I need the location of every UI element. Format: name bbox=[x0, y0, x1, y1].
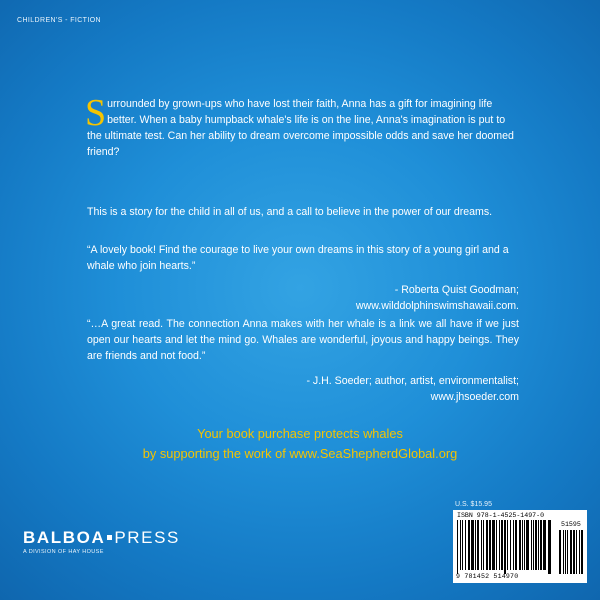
ean-number: 9 781452 514970 bbox=[456, 573, 519, 580]
publisher-name-light: PRESS bbox=[114, 528, 180, 547]
publisher-division: A DIVISION OF HAY HOUSE bbox=[23, 549, 104, 555]
publisher-name-bold: BALBOA bbox=[23, 528, 106, 547]
genre-label: CHILDREN'S - FICTION bbox=[17, 17, 102, 24]
isbn-number: ISBN 978-1-4525-1497-0 bbox=[457, 512, 545, 519]
blurb-paragraph-1-text: urrounded by grown-ups who have lost their faith, Anna has a gift for imagining life better. When a baby humpback whale's life is on the line, Anna's imagination is put to the ultimate test. Can her ability to dream overcome impossible odds and save her doomed friend? bbox=[87, 98, 514, 158]
promo-line-2: by supporting the work of www.SeaShepherdGlobal.org bbox=[142, 446, 458, 461]
promo-line-1: Your book purchase protects whales bbox=[197, 426, 403, 441]
review-quote-1: “A lovely book! Find the courage to live your own dreams in this story of a young girl and a whale who join hearts.” bbox=[87, 244, 509, 272]
publisher-name bbox=[23, 528, 180, 548]
review-attribution-2: - J.H. Soeder; author, artist, environmentalist; www.jhsoeder.com bbox=[306, 375, 519, 403]
blurb-paragraph-1 bbox=[85, 92, 519, 160]
review-attribution-1: - Roberta Quist Goodman; www.wilddolphinswimshawaii.com. bbox=[355, 284, 519, 312]
supplement-code: 51595 bbox=[561, 521, 581, 528]
drop-cap: S bbox=[85, 92, 107, 134]
price-label: U.S. $15.95 bbox=[455, 501, 492, 508]
logo-dot-icon bbox=[107, 535, 112, 540]
publisher-logo bbox=[23, 528, 180, 555]
isbn-barcode bbox=[453, 510, 587, 583]
review-quote-2: “…A great read. The connection Anna makes with her whale is a link we all have if we just open our hearts and let the mind go. Whales are wonderful, joyous and happy beings. They are friends and not food.” bbox=[87, 318, 519, 362]
barcode-bars-icon bbox=[455, 520, 585, 574]
blurb-paragraph-2: This is a story for the child in all of us, and a call to believe in the power of our dreams. bbox=[87, 206, 493, 218]
